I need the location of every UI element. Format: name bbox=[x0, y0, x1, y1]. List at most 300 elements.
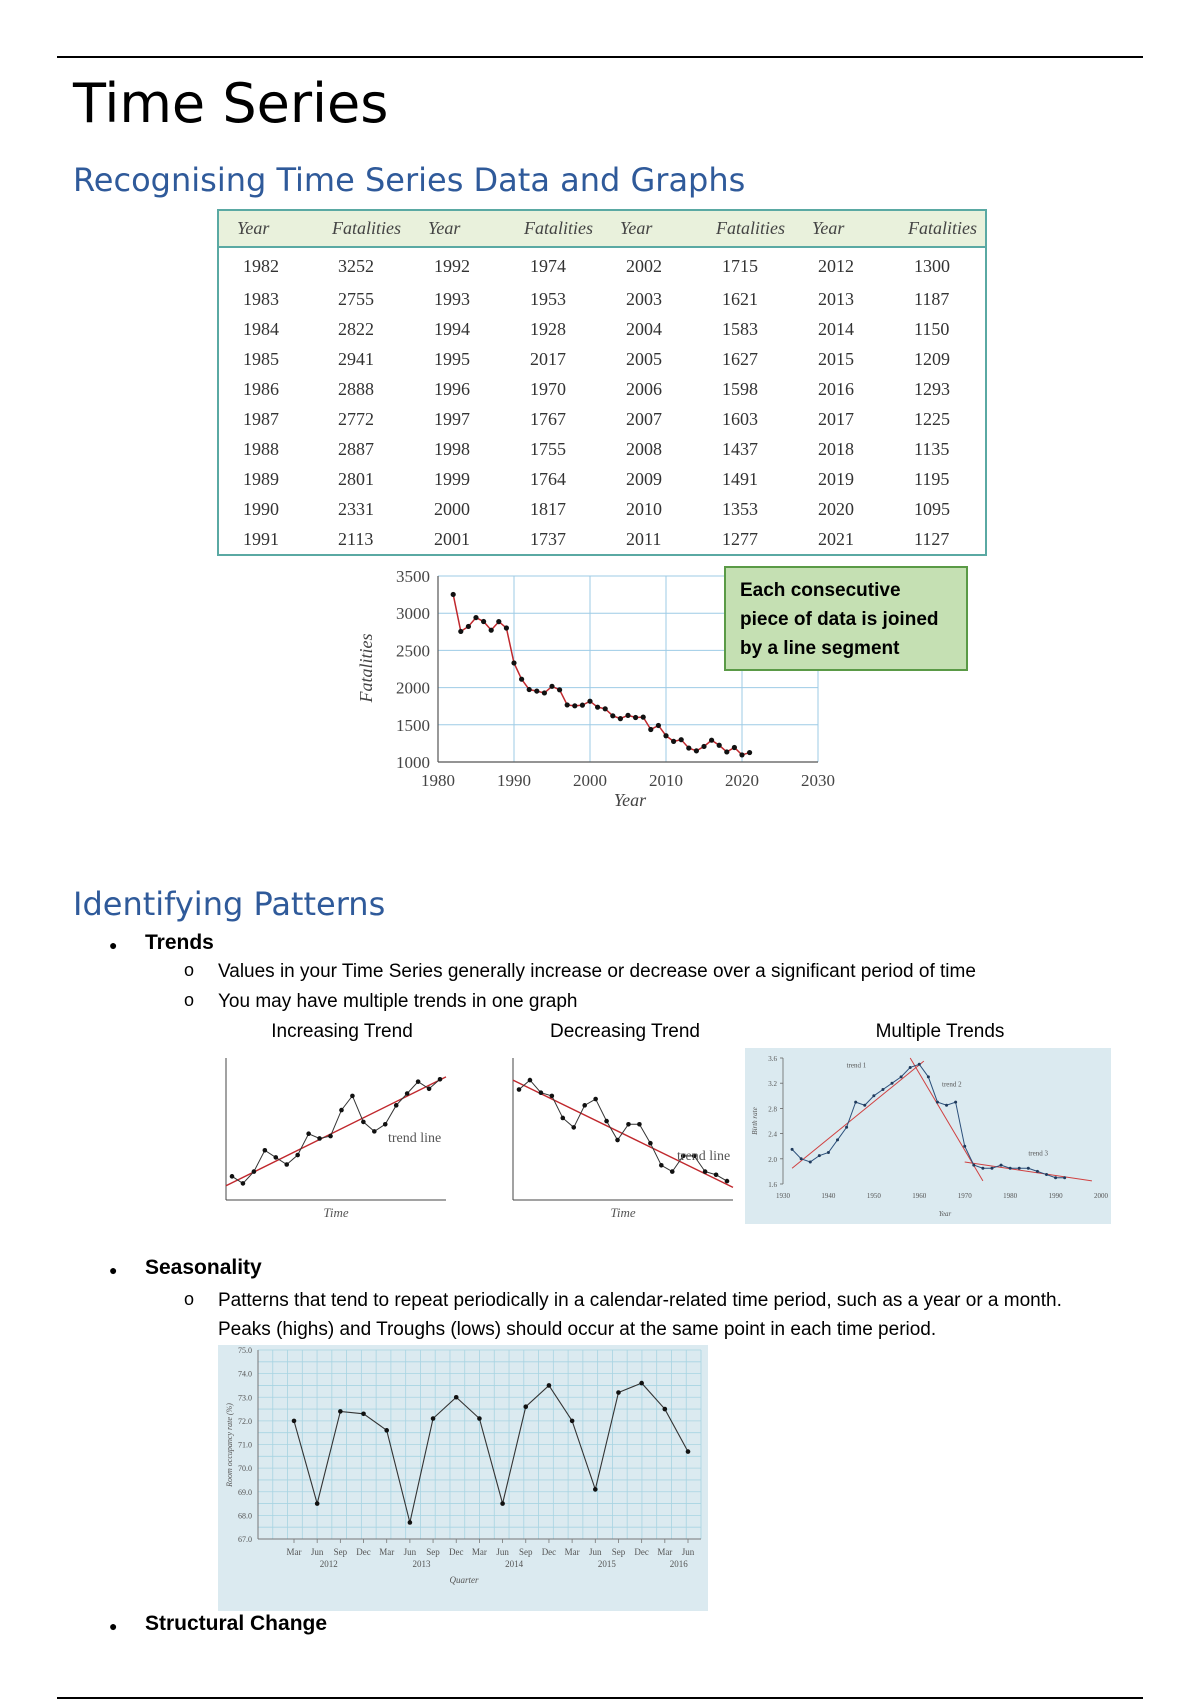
year-label: 2016 bbox=[669, 1559, 688, 1569]
table-row bbox=[218, 464, 986, 494]
bullet-icon: ● bbox=[109, 1618, 118, 1634]
data-point bbox=[550, 1094, 555, 1099]
year-label: 2012 bbox=[319, 1559, 338, 1569]
data-point bbox=[615, 1138, 620, 1143]
increasing-trend-caption: Increasing Trend bbox=[271, 1021, 413, 1042]
x-tick-label: Jun bbox=[681, 1547, 695, 1557]
x-tick-label: 1980 bbox=[421, 771, 455, 790]
table-cell: 2772 bbox=[338, 408, 374, 429]
data-point bbox=[1045, 1173, 1048, 1176]
table-cell: 2021 bbox=[818, 528, 854, 549]
y-tick-label: 1000 bbox=[396, 753, 430, 772]
table-cell: 1995 bbox=[434, 348, 470, 369]
bullet-icon: ● bbox=[109, 1262, 118, 1278]
data-point bbox=[717, 743, 722, 748]
trends-point-2: You may have multiple trends in one graph bbox=[218, 991, 578, 1012]
data-point bbox=[587, 699, 592, 704]
data-point bbox=[427, 1086, 432, 1091]
table-cell: 1583 bbox=[722, 318, 758, 339]
table-cell: 1353 bbox=[722, 498, 758, 519]
data-point bbox=[519, 677, 524, 682]
x-tick-label: 1990 bbox=[497, 771, 531, 790]
top-rule bbox=[57, 56, 1143, 58]
table-cell: 1737 bbox=[530, 528, 566, 549]
bullet-icon: ● bbox=[109, 937, 118, 953]
trend-line bbox=[513, 1080, 733, 1187]
y-axis-label: Room occupancy rate (%) bbox=[225, 1403, 234, 1487]
table-cell: 1187 bbox=[914, 288, 950, 309]
data-point bbox=[438, 1077, 443, 1082]
table-cell: 2113 bbox=[338, 528, 374, 549]
y-tick-label: 74.0 bbox=[238, 1369, 252, 1379]
data-point bbox=[528, 1078, 533, 1083]
table-row bbox=[218, 524, 986, 555]
trend-annotation: trend 3 bbox=[1028, 1149, 1048, 1158]
x-tick-label: Dec bbox=[634, 1547, 649, 1557]
trend-annotation: trend line bbox=[388, 1131, 442, 1146]
increasing-trend-chart bbox=[220, 1050, 460, 1220]
data-point bbox=[909, 1066, 912, 1069]
data-point bbox=[534, 688, 539, 693]
data-point bbox=[593, 1097, 598, 1102]
table-cell: 2015 bbox=[818, 348, 854, 369]
table-cell: 2000 bbox=[434, 498, 470, 519]
x-tick-label: Jun bbox=[403, 1547, 417, 1557]
table-cell: 1150 bbox=[914, 318, 950, 339]
series-line bbox=[453, 594, 749, 754]
table-cell: 1982 bbox=[243, 255, 279, 276]
table-cell: 1997 bbox=[434, 408, 470, 429]
data-point bbox=[504, 625, 509, 630]
table-cell: 1928 bbox=[530, 318, 566, 339]
data-point bbox=[580, 703, 585, 708]
x-axis-label: Quarter bbox=[449, 1575, 479, 1585]
table-cell: 2941 bbox=[338, 348, 374, 369]
data-point bbox=[500, 1501, 505, 1506]
y-tick-label: 2.4 bbox=[768, 1130, 777, 1139]
data-point bbox=[572, 703, 577, 708]
data-point bbox=[648, 727, 653, 732]
year-label: 2015 bbox=[597, 1559, 616, 1569]
data-point bbox=[954, 1101, 957, 1104]
data-point bbox=[963, 1145, 966, 1148]
data-point bbox=[739, 752, 744, 757]
year-label: 2013 bbox=[412, 1559, 431, 1569]
x-axis-label: Time bbox=[323, 1205, 349, 1220]
trends-label: Trends bbox=[145, 931, 214, 954]
table-row bbox=[218, 314, 986, 344]
table-row bbox=[218, 374, 986, 404]
data-point bbox=[618, 716, 623, 721]
table-cell: 1994 bbox=[434, 318, 470, 339]
y-tick-label: 2000 bbox=[396, 678, 430, 698]
multiple-trends-chart bbox=[745, 1048, 1111, 1224]
table-cell: 2010 bbox=[626, 498, 662, 519]
table-cell: 1988 bbox=[243, 438, 279, 459]
data-point bbox=[648, 1141, 653, 1146]
x-tick-label: 2020 bbox=[725, 771, 759, 790]
table-cell: 1225 bbox=[914, 408, 950, 429]
table-cell: 1277 bbox=[722, 528, 758, 549]
data-point bbox=[593, 1487, 598, 1492]
data-point bbox=[659, 1163, 664, 1168]
data-point bbox=[633, 715, 638, 720]
x-tick-label: 2000 bbox=[573, 771, 607, 790]
data-point bbox=[431, 1416, 436, 1421]
table-cell: 1984 bbox=[243, 318, 279, 339]
table-cell: 2003 bbox=[626, 288, 662, 309]
x-tick-label: Mar bbox=[471, 1547, 487, 1557]
x-tick-label: Jun bbox=[496, 1547, 509, 1557]
table-cell: 1998 bbox=[434, 438, 470, 459]
data-point bbox=[709, 738, 714, 743]
data-point bbox=[686, 1449, 691, 1454]
y-tick-label: 1500 bbox=[396, 715, 430, 735]
table-cell: 2801 bbox=[338, 468, 374, 489]
data-point bbox=[481, 619, 486, 624]
x-axis-label: Time bbox=[610, 1205, 636, 1220]
data-point bbox=[863, 1104, 866, 1107]
data-point bbox=[637, 1122, 642, 1127]
data-point bbox=[679, 737, 684, 742]
y-tick-label: 3000 bbox=[396, 604, 430, 624]
table-cell: 2822 bbox=[338, 318, 374, 339]
x-tick-label: Sep bbox=[426, 1547, 440, 1557]
x-tick-label: 2010 bbox=[649, 771, 683, 790]
data-point bbox=[416, 1079, 421, 1084]
data-point bbox=[639, 1381, 644, 1386]
y-tick-label: 68.0 bbox=[238, 1511, 252, 1521]
x-axis-label: Year bbox=[613, 790, 647, 810]
table-cell: 1127 bbox=[914, 528, 950, 549]
y-axis-label: Birth rate bbox=[751, 1107, 759, 1135]
data-point bbox=[338, 1409, 343, 1414]
data-point bbox=[656, 723, 661, 728]
data-point bbox=[724, 749, 729, 754]
x-tick-label: Sep bbox=[611, 1547, 626, 1557]
data-point bbox=[408, 1520, 413, 1525]
table-cell: 1953 bbox=[530, 288, 566, 309]
table-cell: 1986 bbox=[243, 378, 279, 399]
trend-annotation: trend 1 bbox=[846, 1061, 867, 1070]
seasonality-point-1: Patterns that tend to repeat periodically in a calendar-related time period, such as a year or a month. Peaks (highs) and Troughs (lows) should occur at the same point in each time period. bbox=[218, 1290, 1062, 1340]
table-cell: 1987 bbox=[243, 408, 279, 429]
table-cell: 2018 bbox=[818, 438, 854, 459]
data-point bbox=[384, 1428, 389, 1433]
data-point bbox=[981, 1167, 984, 1170]
data-point bbox=[836, 1138, 839, 1141]
table-cell: 1715 bbox=[722, 255, 758, 276]
data-point bbox=[511, 660, 516, 665]
data-point bbox=[732, 745, 737, 750]
trend-annotation: trend 2 bbox=[942, 1080, 962, 1089]
table-cell: 2019 bbox=[818, 468, 854, 489]
data-point bbox=[927, 1075, 930, 1078]
table-row bbox=[218, 247, 986, 284]
data-point bbox=[570, 1419, 575, 1424]
table-cell: 1992 bbox=[434, 255, 470, 276]
table-cell: 1491 bbox=[722, 468, 758, 489]
table-cell: 1996 bbox=[434, 378, 470, 399]
seasonality-chart bbox=[218, 1345, 708, 1611]
x-tick-label: Mar bbox=[286, 1547, 302, 1557]
data-point bbox=[1054, 1176, 1057, 1179]
data-point bbox=[610, 713, 615, 718]
data-point bbox=[306, 1131, 311, 1136]
data-point bbox=[557, 687, 562, 692]
data-point bbox=[694, 748, 699, 753]
table-row bbox=[218, 404, 986, 434]
fatalities-table bbox=[217, 209, 987, 556]
table-cell: 1603 bbox=[722, 408, 758, 429]
table-cell: 1989 bbox=[243, 468, 279, 489]
x-tick-label: Jun bbox=[310, 1547, 324, 1557]
x-tick-label: 1950 bbox=[866, 1192, 881, 1200]
data-point bbox=[891, 1082, 894, 1085]
table-cell: 2016 bbox=[818, 378, 854, 399]
table-cell: 2013 bbox=[818, 288, 854, 309]
callout-box bbox=[724, 566, 968, 671]
y-tick-label: 1.6 bbox=[768, 1181, 777, 1189]
data-point bbox=[800, 1157, 803, 1160]
table-cell: 1764 bbox=[530, 468, 566, 489]
data-point bbox=[273, 1155, 278, 1160]
data-point bbox=[1018, 1167, 1021, 1170]
table-cell: 1755 bbox=[530, 438, 566, 459]
data-point bbox=[827, 1151, 830, 1154]
table-cell: 1300 bbox=[914, 255, 950, 276]
data-point bbox=[339, 1108, 344, 1113]
chart-background bbox=[218, 1345, 708, 1611]
table-cell: 2020 bbox=[818, 498, 854, 519]
table-row bbox=[218, 434, 986, 464]
y-tick-label: 2.8 bbox=[768, 1105, 777, 1114]
data-point bbox=[517, 1087, 522, 1092]
y-tick-label: 2500 bbox=[396, 641, 430, 661]
table-cell: 2009 bbox=[626, 468, 662, 489]
data-point bbox=[466, 624, 471, 629]
data-point bbox=[686, 745, 691, 750]
data-point bbox=[918, 1063, 921, 1066]
table-header-cell: Fatalities bbox=[506, 210, 602, 247]
data-point bbox=[845, 1126, 848, 1129]
section-heading-patterns: Identifying Patterns bbox=[73, 885, 386, 923]
data-point bbox=[625, 713, 630, 718]
table-cell: 1970 bbox=[530, 378, 566, 399]
decreasing-trend-chart bbox=[507, 1050, 747, 1220]
data-point bbox=[523, 1404, 528, 1409]
x-tick-label: 1970 bbox=[957, 1192, 972, 1200]
table-cell: 1195 bbox=[914, 468, 950, 489]
data-point bbox=[361, 1411, 366, 1416]
y-tick-label: 75.0 bbox=[238, 1346, 252, 1355]
x-tick-label: Dec bbox=[356, 1547, 371, 1557]
table-header-cell: Year bbox=[602, 210, 698, 247]
structural-change-label: Structural Change bbox=[145, 1612, 328, 1635]
data-point bbox=[496, 619, 501, 624]
data-point bbox=[241, 1181, 246, 1186]
table-cell: 1985 bbox=[243, 348, 279, 369]
table-header-cell: Year bbox=[410, 210, 506, 247]
data-point bbox=[595, 705, 600, 710]
multiple-trends-caption: Multiple Trends bbox=[875, 1021, 1005, 1042]
table-cell: 2017 bbox=[530, 348, 566, 369]
table-cell: 1767 bbox=[530, 408, 566, 429]
table-cell: 2755 bbox=[338, 288, 374, 309]
table-header-cell: Year bbox=[218, 210, 314, 247]
table-header-cell: Fatalities bbox=[890, 210, 986, 247]
data-point bbox=[394, 1103, 399, 1108]
data-point bbox=[1063, 1176, 1066, 1179]
data-point bbox=[701, 744, 706, 749]
data-point bbox=[725, 1179, 730, 1184]
table-cell: 2011 bbox=[626, 528, 662, 549]
y-axis-label: Fatalities bbox=[356, 633, 376, 703]
table-cell: 2006 bbox=[626, 378, 662, 399]
x-tick-label: Mar bbox=[657, 1547, 673, 1557]
bottom-rule bbox=[57, 1697, 1143, 1699]
x-tick-label: Dec bbox=[448, 1547, 464, 1557]
data-point bbox=[527, 687, 532, 692]
data-point bbox=[458, 629, 463, 634]
table-row bbox=[218, 344, 986, 374]
section-heading-recognising: Recognising Time Series Data and Graphs bbox=[73, 161, 746, 199]
sub-bullet-icon: o bbox=[184, 1289, 195, 1309]
x-tick-label: 1990 bbox=[1048, 1192, 1063, 1200]
callout-text: Each consecutive piece of data is joined by a line segment bbox=[740, 580, 939, 659]
data-point bbox=[714, 1172, 719, 1177]
data-point bbox=[1027, 1167, 1030, 1170]
table-cell: 2004 bbox=[626, 318, 662, 339]
table-cell: 1983 bbox=[243, 288, 279, 309]
table-cell: 1293 bbox=[914, 378, 950, 399]
x-tick-label: 1980 bbox=[1003, 1192, 1018, 1200]
data-point bbox=[361, 1120, 366, 1125]
data-point bbox=[328, 1134, 333, 1139]
table-cell: 1627 bbox=[722, 348, 758, 369]
table-cell: 2012 bbox=[818, 255, 854, 276]
data-point bbox=[854, 1101, 857, 1104]
data-point bbox=[383, 1122, 388, 1127]
data-point bbox=[809, 1160, 812, 1163]
table-cell: 1621 bbox=[722, 288, 758, 309]
y-tick-label: 3.2 bbox=[768, 1080, 777, 1089]
table-cell: 2017 bbox=[818, 408, 854, 429]
x-tick-label: Jun bbox=[589, 1547, 602, 1557]
x-tick-label: Sep bbox=[333, 1547, 348, 1557]
data-point bbox=[372, 1129, 377, 1134]
series-points bbox=[451, 592, 753, 758]
y-tick-label: 3.6 bbox=[768, 1055, 777, 1063]
data-point bbox=[542, 690, 547, 695]
data-point bbox=[263, 1148, 268, 1153]
data-point bbox=[747, 750, 752, 755]
table-cell: 3252 bbox=[338, 255, 374, 276]
x-axis-label: Year bbox=[938, 1210, 952, 1218]
data-point bbox=[292, 1419, 297, 1424]
data-point bbox=[663, 1407, 668, 1412]
data-point bbox=[317, 1136, 322, 1141]
sub-bullet-icon: o bbox=[184, 990, 195, 1010]
table-cell: 1209 bbox=[914, 348, 950, 369]
data-point bbox=[604, 1119, 609, 1124]
table-cell: 1991 bbox=[243, 528, 279, 549]
x-tick-label: Sep bbox=[519, 1547, 533, 1557]
data-point bbox=[295, 1153, 300, 1158]
table-cell: 1135 bbox=[914, 438, 950, 459]
data-point bbox=[405, 1091, 410, 1096]
data-point bbox=[641, 715, 646, 720]
x-tick-label: 1940 bbox=[821, 1192, 836, 1200]
data-point bbox=[936, 1101, 939, 1104]
data-point bbox=[818, 1154, 821, 1157]
data-point bbox=[582, 1103, 587, 1108]
y-tick-label: 3500 bbox=[396, 567, 430, 586]
table-cell: 2014 bbox=[818, 318, 854, 339]
y-tick-label: 73.0 bbox=[238, 1393, 252, 1403]
y-tick-label: 70.0 bbox=[238, 1464, 252, 1474]
data-point bbox=[230, 1174, 235, 1179]
data-point bbox=[626, 1122, 631, 1127]
y-tick-label: 67.0 bbox=[238, 1535, 252, 1544]
data-point bbox=[945, 1104, 948, 1107]
data-point bbox=[451, 592, 456, 597]
data-point bbox=[252, 1169, 257, 1174]
data-point bbox=[1009, 1167, 1012, 1170]
data-point bbox=[616, 1390, 621, 1395]
data-point bbox=[473, 615, 478, 620]
table-header-row bbox=[218, 210, 986, 247]
table-cell: 2005 bbox=[626, 348, 662, 369]
table-cell: 1817 bbox=[530, 498, 566, 519]
x-tick-label: 2030 bbox=[801, 771, 835, 790]
trends-point-1: Values in your Time Series generally increase or decrease over a significant period of time bbox=[218, 961, 976, 982]
table-cell: 2887 bbox=[338, 438, 374, 459]
page-title: Time Series bbox=[73, 72, 389, 135]
table-cell: 2007 bbox=[626, 408, 662, 429]
data-point bbox=[547, 1383, 552, 1388]
data-point bbox=[671, 739, 676, 744]
y-tick-label: 71.0 bbox=[238, 1440, 252, 1450]
y-tick-label: 69.0 bbox=[238, 1487, 252, 1497]
data-point bbox=[477, 1416, 482, 1421]
data-point bbox=[703, 1169, 708, 1174]
data-point bbox=[791, 1148, 794, 1151]
x-tick-label: Dec bbox=[541, 1547, 557, 1557]
data-point bbox=[1000, 1164, 1003, 1167]
y-tick-label: 72.0 bbox=[238, 1416, 252, 1426]
x-tick-label: 1960 bbox=[912, 1192, 927, 1200]
x-tick-label: 1930 bbox=[776, 1192, 790, 1200]
data-point bbox=[571, 1125, 576, 1130]
table-cell: 2001 bbox=[434, 528, 470, 549]
data-point bbox=[489, 628, 494, 633]
table-cell: 1993 bbox=[434, 288, 470, 309]
table-body bbox=[218, 247, 986, 555]
table-row bbox=[218, 494, 986, 524]
x-tick-label: 2000 bbox=[1094, 1192, 1108, 1200]
year-label: 2014 bbox=[505, 1559, 524, 1569]
seasonality-label: Seasonality bbox=[145, 1256, 262, 1279]
data-point bbox=[539, 1090, 544, 1095]
data-point bbox=[284, 1162, 289, 1167]
table-cell: 1990 bbox=[243, 498, 279, 519]
table-cell: 1095 bbox=[914, 498, 950, 519]
data-point bbox=[565, 702, 570, 707]
table-row bbox=[218, 284, 986, 314]
data-point bbox=[350, 1094, 355, 1099]
table-cell: 1999 bbox=[434, 468, 470, 489]
